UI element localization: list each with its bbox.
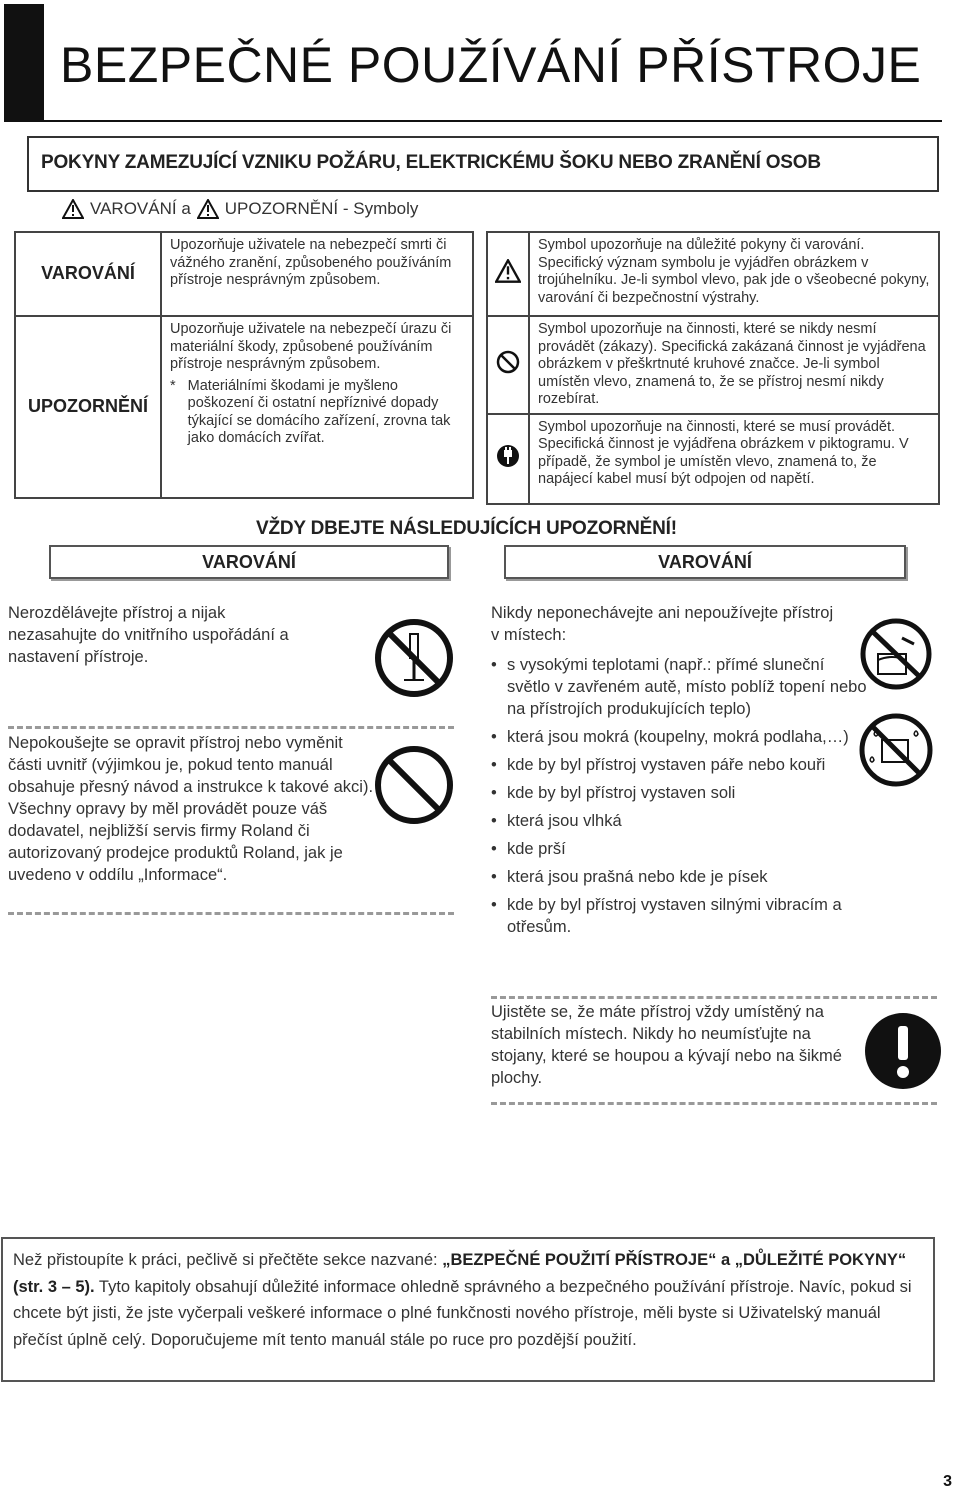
list-item: • s vysokými teplotami (např.: přímé sluneční světlo v zavřeném autě, místo poblíž topení nebo na přístrojích produkujících teplo) [491, 654, 871, 720]
divider [8, 912, 454, 915]
list-item: • kde by byl přístroj vystaven silnými vibracím a otřesům. [491, 894, 871, 938]
list-item: • která jsou vlhká [491, 810, 871, 832]
locations-list [491, 654, 871, 944]
caution-description: Upozorňuje uživatele na nebezpečí úrazu či materiální škody, způsobené používáním přístroje nesprávným způsobem. [170, 321, 452, 372]
no-disassemble-icon [374, 618, 454, 698]
list-item: • kde prší [491, 838, 871, 860]
unplug-icon [496, 444, 520, 468]
caution-triangle-icon [197, 199, 219, 219]
exclamation-icon [864, 1012, 942, 1090]
list-item: • kde by byl přístroj vystaven soli [491, 782, 871, 804]
warning-triangle-icon [495, 259, 521, 283]
warning-banner-right: VAROVÁNÍ [504, 545, 906, 579]
symbol-cell-prohibited [487, 316, 529, 414]
warning-description: Upozorňuje uživatele na nebezpečí smrti či vážného zranění, způsobeného používáním přístroje nesprávným způsobem. [161, 232, 473, 316]
symbols-caution-label: UPOZORNĚNÍ - Symboly [224, 199, 419, 218]
symbol-mandatory-text: Symbol upozorňuje na činnosti, které se musí provádět. Specifická činnost je vyjádřena obrázkem v piktogramu. V případě, že symbol je umístěn vlevo, znamená to, že napájecí kabel musí být odpojen od napětí. [529, 414, 939, 504]
symbols-warning-label: VAROVÁNÍ a [90, 199, 191, 218]
title-bar [4, 4, 942, 122]
instructions-header: POKYNY ZAMEZUJÍCÍ VZNIKU POŽÁRU, ELEKTRICKÉMU ŠOKU NEBO ZRANĚNÍ OSOB [41, 152, 821, 173]
always-header: VŽDY DBEJTE NÁSLEDUJÍCÍCH UPOZORNĚNÍ! [256, 518, 677, 539]
warning-caution-table [14, 231, 474, 499]
caution-note: Materiálními škodami je myšleno poškození či ostatní nepříznivé dopady týkající se domácího zařízení, zrovna tak jako domácích zvířat. [187, 377, 451, 446]
divider [8, 726, 454, 729]
no-disassemble-text: Nerozdělávejte přístroj a nijak nezasahujte do vnitřního uspořádání a nastavení přístroje. [8, 604, 289, 666]
no-repair-text: Nepokoušejte se opravit přístroj nebo vyměnit části uvnitř (výjimkou je, pokud tento manuál obsahuje přesný návod a instrukce k takové akci). Všechny opravy by měl provádět pouze váš dodavatel, nejbližší servis firmy Roland či autorizovaný prodejce produktů Roland, jak je uvedeno v oddílu „Informace“. [8, 734, 374, 884]
symbol-prohibited-text: Symbol upozorňuje na činnosti, které se nikdy nesmí provádět (zákazy). Specifická zakázaná činnost je vyjádřena obrázkem v přeškrtnuté kruhové značce. Je-li symbol umístěn vlevo, znamená to, že se přístroj nesmí nikdy rozebírat. [529, 316, 939, 414]
symbol-cell-mandatory [487, 414, 529, 504]
page-number: 3 [943, 1473, 952, 1490]
instructions-frame [27, 136, 939, 192]
list-item: • která jsou prašná nebo kde je písek [491, 866, 871, 888]
symbols-line [62, 199, 418, 219]
note-lead: Než přistoupíte k práci, pečlivě si přečtěte sekce nazvané: [13, 1251, 438, 1269]
note-rest: Tyto kapitoly obsahují důležité informace ohledně správného a bezpečného používání přístroje. Navíc, pokud si chcete být jisti, že jste vyčerpali veškeré informace o plné funkčnosti nového přístroje, měli byste si Uživatelský manuál přečíst úplně celý. Doporučujeme mít tento manuál stále po ruce pro pozdější použití. [13, 1277, 912, 1349]
symbol-cell-warning [487, 232, 529, 316]
list-item: • která jsou mokrá (koupelny, mokrá podlaha,…) [491, 726, 871, 748]
locations-intro: Nikdy neponechávejte ani nepoužívejte přístroj v místech: [491, 604, 834, 644]
warning-triangle-icon [62, 199, 84, 219]
stability-text: Ujistěte se, že máte přístroj vždy umístěný na stabilních místech. Nikdy ho neumísťujte na stojany, které se houpou a kývají nebo na šikmé plochy. [491, 1003, 842, 1087]
symbol-meaning-table [486, 231, 940, 505]
reading-note [1, 1237, 935, 1382]
caution-star: * [170, 377, 176, 394]
warning-banner-left: VAROVÁNÍ [49, 545, 449, 579]
list-item: • kde by byl přístroj vystaven páře nebo kouři [491, 754, 871, 776]
page-title: BEZPEČNÉ POUŽÍVÁNÍ PŘÍSTROJE [60, 37, 922, 93]
note-bold-sections: „BEZPEČNÉ POUŽITÍ PŘÍSTROJE“ a „DŮLEŽITÉ POKYNY“ (str. 3 – 5). [13, 1251, 907, 1296]
caution-cell [161, 316, 473, 498]
symbol-warning-text: Symbol upozorňuje na důležité pokyny či varování. Specifický význam symbolu je vyjádřen obrázkem v trojúhelníku. Je-li symbol vlevo, pak jde o všeobecné pokyny, varování či bezpečnostní výstrahy. [529, 232, 939, 316]
warning-label: VAROVÁNÍ [15, 232, 161, 316]
prohibited-icon [496, 350, 520, 374]
caution-label: UPOZORNĚNÍ [15, 316, 161, 498]
prohibited-icon [374, 745, 454, 825]
divider [491, 996, 937, 999]
divider [491, 1102, 937, 1105]
